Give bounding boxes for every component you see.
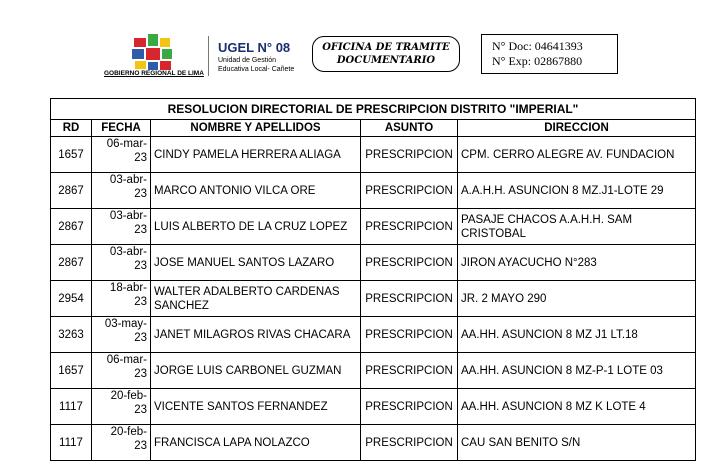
table-row xyxy=(51,281,696,317)
table-row xyxy=(51,425,696,461)
cell-asunto: PRESCRIPCION xyxy=(361,209,458,245)
office-line-2: DOCUMENTARIO xyxy=(336,55,436,66)
ugel-subtitle-line-1: Unidad de Gestión xyxy=(218,57,276,64)
cell-asunto: PRESCRIPCION xyxy=(361,137,458,173)
cell-rd: 1117 xyxy=(51,389,92,425)
fecha-year: 23 xyxy=(134,224,147,236)
cell-direccion: CAU SAN BENITO S/N xyxy=(458,425,696,461)
cell-fecha xyxy=(92,389,151,425)
logo-caption: GOBIERNO REGIONAL DE LIMA xyxy=(104,70,204,77)
cell-asunto: PRESCRIPCION xyxy=(361,245,458,281)
cell-rd: 2867 xyxy=(51,245,92,281)
fecha-day-month: 06-mar- xyxy=(106,354,147,366)
cell-nombre: JORGE LUIS CARBONEL GUZMAN xyxy=(151,353,361,389)
table-row xyxy=(51,245,696,281)
fecha-day-month: 06-mar- xyxy=(106,138,147,150)
cell-fecha xyxy=(92,245,151,281)
cell-nombre: FRANCISCA LAPA NOLAZCO xyxy=(151,425,361,461)
fecha-year: 23 xyxy=(134,188,147,200)
cell-direccion: PASAJE CHACOS A.A.H.H. SAM CRISTOBAL xyxy=(458,209,696,245)
cell-rd: 2867 xyxy=(51,209,92,245)
fecha-year: 23 xyxy=(134,296,147,308)
cell-rd: 2954 xyxy=(51,281,92,317)
document-number-box xyxy=(481,34,618,74)
cell-nombre: CINDY PAMELA HERRERA ALIAGA xyxy=(151,137,361,173)
office-stamp xyxy=(312,36,460,72)
doc-number: N° Doc: 04641393 xyxy=(492,39,583,53)
cell-nombre: JOSE MANUEL SANTOS LAZARO xyxy=(151,245,361,281)
cell-nombre: MARCO ANTONIO VILCA ORE xyxy=(151,173,361,209)
column-header-nombre: NOMBRE Y APELLIDOS xyxy=(151,120,361,137)
resolution-table xyxy=(50,98,696,461)
ugel-subtitle-line-2: Educativa Local- Cañete xyxy=(218,65,295,73)
cell-fecha xyxy=(92,137,151,173)
cell-nombre: VICENTE SANTOS FERNANDEZ xyxy=(151,389,361,425)
cell-fecha xyxy=(92,425,151,461)
fecha-year: 23 xyxy=(134,332,147,344)
fecha-day-month: 20-feb- xyxy=(110,390,147,402)
table-title: RESOLUCION DIRECTORIAL DE PRESCRIPCION DISTRITO "IMPERIAL" xyxy=(51,99,696,120)
cell-nombre: JANET MILAGROS RIVAS CHACARA xyxy=(151,317,361,353)
cell-asunto: PRESCRIPCION xyxy=(361,173,458,209)
cell-fecha xyxy=(92,281,151,317)
column-header-asunto: ASUNTO xyxy=(361,120,458,137)
cell-asunto: PRESCRIPCION xyxy=(361,353,458,389)
cell-rd: 1117 xyxy=(51,425,92,461)
cell-fecha xyxy=(92,317,151,353)
cell-direccion: JIRON AYACUCHO N°283 xyxy=(458,245,696,281)
fecha-year: 23 xyxy=(134,440,147,452)
table-row xyxy=(51,389,696,425)
cell-rd: 1657 xyxy=(51,353,92,389)
cell-rd: 1657 xyxy=(51,137,92,173)
fecha-day-month: 20-feb- xyxy=(110,426,147,438)
cell-nombre: WALTER ADALBERTO CARDENAS SANCHEZ xyxy=(151,281,361,317)
cell-direccion: AA.HH. ASUNCION 8 MZ K LOTE 4 xyxy=(458,389,696,425)
column-header-rd: RD xyxy=(51,120,92,137)
cell-asunto: PRESCRIPCION xyxy=(361,425,458,461)
fecha-day-month: 03-abr- xyxy=(109,246,147,258)
cell-direccion: JR. 2 MAYO 290 xyxy=(458,281,696,317)
cell-rd: 2867 xyxy=(51,173,92,209)
column-header-direccion: DIRECCION xyxy=(458,120,696,137)
fecha-year: 23 xyxy=(134,368,147,380)
table-row xyxy=(51,137,696,173)
cell-direccion: A.A.H.H. ASUNCION 8 MZ.J1-LOTE 29 xyxy=(458,173,696,209)
fecha-day-month: 18-abr- xyxy=(109,282,147,294)
cell-asunto: PRESCRIPCION xyxy=(361,281,458,317)
office-line-1: OFICINA DE TRAMITE xyxy=(322,42,450,53)
cell-asunto: PRESCRIPCION xyxy=(361,389,458,425)
exp-number: N° Exp: 02867880 xyxy=(492,54,583,68)
cell-direccion: AA.HH. ASUNCION 8 MZ J1 LT.18 xyxy=(458,317,696,353)
table-row xyxy=(51,317,696,353)
table-row xyxy=(51,353,696,389)
table-row xyxy=(51,173,696,209)
fecha-year: 23 xyxy=(134,404,147,416)
cell-nombre: LUIS ALBERTO DE LA CRUZ LOPEZ xyxy=(151,209,361,245)
ugel-title: UGEL N° 08 xyxy=(218,40,291,55)
cell-direccion: AA.HH. ASUNCION 8 MZ-P-1 LOTE 03 xyxy=(458,353,696,389)
table-row xyxy=(51,209,696,245)
cell-fecha xyxy=(92,173,151,209)
header-divider xyxy=(208,36,209,76)
cell-direccion: CPM. CERRO ALEGRE AV. FUNDACION xyxy=(458,137,696,173)
fecha-year: 23 xyxy=(134,152,147,164)
fecha-year: 23 xyxy=(134,260,147,272)
fecha-day-month: 03-abr- xyxy=(109,174,147,186)
fecha-day-month: 03-may- xyxy=(104,318,147,330)
fecha-day-month: 03-abr- xyxy=(109,210,147,222)
cell-rd: 3263 xyxy=(51,317,92,353)
column-header-fecha: FECHA xyxy=(92,120,151,137)
ugel-subtitle xyxy=(218,57,294,74)
cell-fecha xyxy=(92,209,151,245)
cell-fecha xyxy=(92,353,151,389)
cell-asunto: PRESCRIPCION xyxy=(361,317,458,353)
